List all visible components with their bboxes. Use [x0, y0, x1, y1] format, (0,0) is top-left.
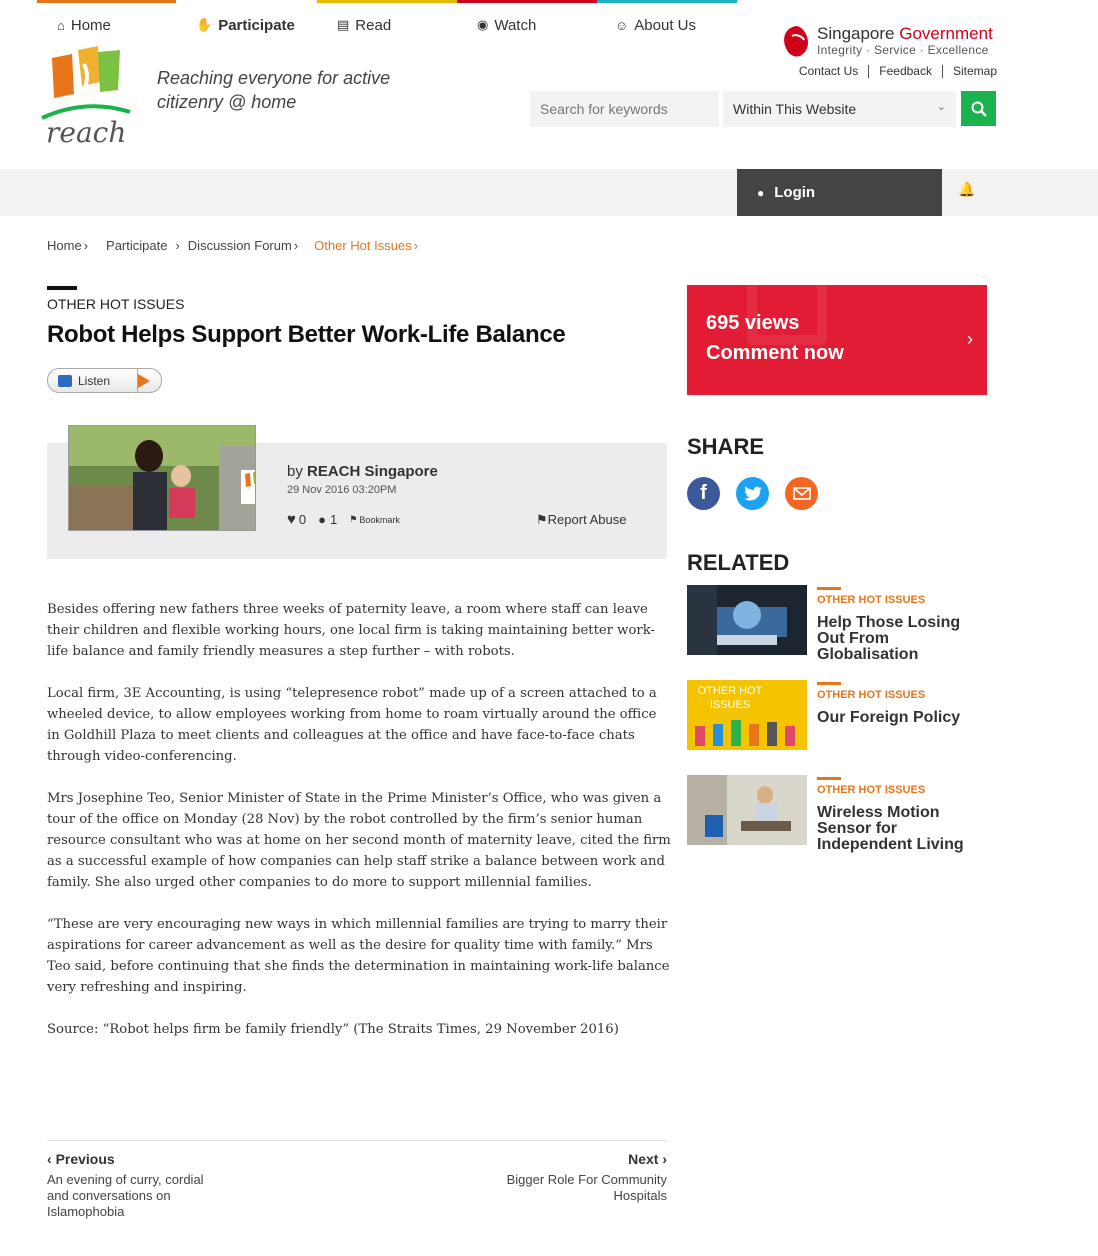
gov-title: Singapore Government — [817, 24, 993, 43]
user-icon: ● — [757, 185, 765, 200]
comment-now-banner[interactable] — [687, 285, 987, 395]
chevron-right-icon: › — [967, 329, 973, 349]
article-title: Robot Helps Support Better Work-Life Balance — [47, 321, 566, 348]
related-image-foreign-policy[interactable] — [687, 680, 807, 750]
flag-icon: ⚑ — [536, 512, 548, 527]
related-category: OTHER HOT ISSUES — [817, 689, 926, 701]
breadcrumb-home[interactable]: Home — [47, 238, 82, 253]
people-icon: ☺ — [615, 17, 629, 33]
email-icon[interactable] — [785, 477, 818, 510]
related-title[interactable]: Help Those Losing Out From Globalisation — [817, 614, 961, 663]
search-icon — [971, 101, 987, 117]
heart-icon: ♥ — [287, 511, 296, 528]
source-line: Source: “Robot helps firm be family friendly” (The Straits Times, 29 November 2016) — [47, 1022, 619, 1037]
chevron-down-icon: ⌄ — [936, 101, 946, 113]
author-name[interactable]: REACH Singapore — [307, 463, 438, 480]
chevron-right-icon: › — [658, 1151, 667, 1167]
comments-count[interactable]: ● 1 — [318, 512, 338, 527]
svg-text:reach: reach — [46, 116, 127, 149]
listen-button[interactable] — [47, 368, 162, 393]
feedback-link[interactable]: Feedback — [868, 65, 942, 78]
related-heading: RELATED — [687, 550, 790, 575]
section-label: OTHER HOT ISSUES — [47, 296, 185, 312]
paragraph: Mrs Josephine Teo, Senior Minister of State in the Prime Minister’s Office, who was given a tour of the office on Monday (28 Nov) by the robot controlled by the firm’s senior human resource consultant who was at home on her second month of maternity leave, cited the firm as a successful example of how companies can help staff strike a balance between work and family. She also urged other companies to do more to support millennial families. — [47, 791, 671, 890]
listen-label: Listen — [78, 374, 111, 388]
breadcrumb-current: Other Hot Issues — [314, 238, 412, 253]
site-tagline — [157, 66, 397, 114]
home-icon: ⌂ — [57, 17, 65, 33]
next-title[interactable]: Bigger Role For Community Hospitals — [506, 1172, 667, 1203]
breadcrumb: Home › Participate › Discussion Forum › Other Hot Issues › — [47, 238, 419, 253]
related-image-motion-sensor[interactable] — [687, 775, 807, 845]
report-abuse-link[interactable]: ⚑Report Abuse — [536, 512, 627, 527]
breadcrumb-discussion-forum[interactable]: Discussion Forum — [187, 238, 292, 253]
article-body — [47, 599, 672, 1061]
article-image — [68, 425, 256, 531]
nav-home[interactable]: ⌂ Home — [37, 0, 176, 47]
lion-head-icon — [780, 24, 812, 60]
next-link[interactable]: Next › — [628, 1151, 667, 1167]
twitter-icon[interactable] — [736, 477, 769, 510]
related-title[interactable]: Our Foreign Policy — [817, 709, 961, 726]
singapore-government-logo[interactable] — [780, 24, 1000, 64]
related-badge: OTHER HOT ISSUES — [697, 685, 763, 711]
nav-read[interactable]: ▤ Read — [317, 0, 457, 47]
paragraph: “These are very encouraging new ways in which millennial families are trying to marry their aspirations for career advancement as well as the desire for quality time with family.” Mrs Teo said, before continuing that she finds the determination in maintaining work-life balance very refreshing and inspiring. — [47, 917, 670, 995]
nav-watch[interactable]: ◉ Watch — [457, 0, 597, 47]
author-line: by REACH Singapore — [287, 463, 438, 480]
bell-icon[interactable]: 🔔 — [958, 181, 976, 197]
related-accent — [817, 587, 841, 590]
tagline-line-2: citizenry @ home — [157, 92, 297, 112]
share-heading: SHARE — [687, 434, 765, 459]
related-image-globalisation[interactable] — [687, 585, 807, 655]
section-divider — [47, 286, 77, 290]
related-category: OTHER HOT ISSUES — [817, 784, 926, 796]
related-accent — [817, 682, 841, 685]
gov-motto: Integrity · Service · Excellence — [817, 43, 989, 57]
previous-link[interactable]: ‹ Previous — [47, 1151, 115, 1167]
search-button[interactable] — [961, 91, 996, 126]
comment-icon: ● — [318, 512, 326, 527]
eye-icon: ◉ — [477, 17, 489, 32]
like-button[interactable]: ♥ 0 — [287, 511, 307, 528]
publish-date: 29 Nov 2016 03:20PM — [287, 484, 397, 496]
speaker-icon — [58, 375, 72, 387]
article-meta — [287, 511, 412, 528]
bookmark-icon: ⚑ — [349, 514, 358, 524]
tagline-line-1: Reaching everyone for active — [157, 68, 391, 88]
search-scope-select[interactable] — [723, 91, 956, 127]
nav-about-us[interactable]: ☺ About Us — [597, 0, 737, 47]
related-accent — [817, 777, 841, 780]
search-input[interactable] — [530, 91, 719, 127]
sitemap-link[interactable]: Sitemap — [942, 65, 997, 78]
pager-divider — [47, 1140, 667, 1141]
reach-logo[interactable] — [38, 46, 134, 150]
bookmark-button[interactable]: ⚑ Bookmark — [349, 514, 400, 525]
play-icon[interactable] — [138, 374, 150, 388]
paragraph: Local firm, 3E Accounting, is using “telepresence robot” made up of a screen attached to a wheeled device, to allow employees working from home to roam virtually around the office in Goldhill Plaza to meet clients and colleagues at the office and have face-to-face chats through video-conferencing. — [47, 686, 657, 764]
hand-icon: ✋ — [196, 17, 213, 32]
comment-now-label: Comment now — [706, 342, 844, 364]
facebook-icon[interactable]: f — [687, 477, 720, 510]
login-button[interactable]: ● Login — [737, 169, 942, 216]
related-category: OTHER HOT ISSUES — [817, 594, 926, 606]
paragraph: Besides offering new fathers three weeks of paternity leave, a room where staff can leave their children and flexible working hours, one local firm is taking maintaining better work-life balance and family friendly measures a step further – with robots. — [47, 602, 655, 659]
chevron-left-icon: ‹ — [47, 1151, 56, 1167]
search-scope-value: Within This Website — [733, 101, 857, 117]
previous-title[interactable]: An evening of curry, cordial and conversations on Islamophobia — [47, 1172, 204, 1219]
nav-participate[interactable]: ✋ Participate — [176, 0, 317, 47]
views-count: 695 views — [706, 312, 800, 334]
top-links — [789, 65, 997, 78]
book-icon: ▤ — [337, 17, 350, 32]
related-title[interactable]: Wireless Motion Sensor for Independent Living — [817, 804, 964, 853]
breadcrumb-participate[interactable]: Participate — [106, 238, 168, 253]
contact-us-link[interactable]: Contact Us — [798, 64, 859, 78]
